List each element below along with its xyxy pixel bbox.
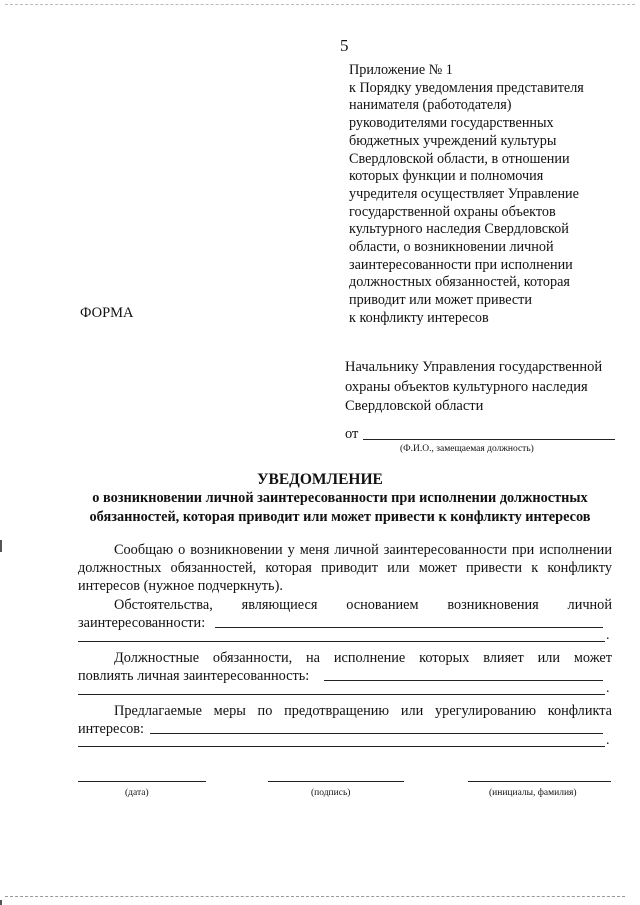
appendix-line: Свердловской области, в отношении xyxy=(349,150,570,167)
appendix-line: к конфликту интересов xyxy=(349,309,489,326)
date-input-line[interactable] xyxy=(78,781,206,782)
appendix-line: нанимателя (работодателя) xyxy=(349,97,512,114)
appendix-line: руководителями государственных xyxy=(349,115,554,132)
appendix-line: бюджетных учреждений культуры xyxy=(349,132,557,149)
period: . xyxy=(606,733,610,748)
appendix-line: приводит или может привести xyxy=(349,292,532,309)
appendix-line: культурного наследия Свердловской xyxy=(349,221,569,238)
scan-bottom-edge xyxy=(5,896,625,897)
circumstances-label: заинтересованности: xyxy=(78,615,206,631)
duties-input-line[interactable] xyxy=(324,680,603,681)
addressee-line: Свердловской области xyxy=(345,398,484,414)
paragraph-measures: Предлагаемые меры по предотвращению или урегулированию конфликта xyxy=(114,703,612,719)
appendix-line: области, о возникновении личной xyxy=(349,239,554,256)
signature-caption: (подпись) xyxy=(311,788,351,798)
appendix-line: к Порядку уведомления представителя xyxy=(349,79,584,96)
addressee-line: охраны объектов культурного наследия xyxy=(345,378,588,395)
document-subtitle: о возникновении личной заинтересованности при исполнении должностных обязанностей, которая приводит или может привести к конфликту интересов xyxy=(89,490,591,525)
appendix-line: Приложение № 1 xyxy=(349,62,453,78)
addressee-block xyxy=(345,358,635,417)
appendix-line: государственной охраны объектов xyxy=(349,203,556,220)
appendix-line: которых функции и полномочия xyxy=(349,168,544,185)
fio-caption: (Ф.И.О., замещаемая должность) xyxy=(400,444,534,454)
appendix-block xyxy=(349,62,631,328)
from-field[interactable] xyxy=(345,426,615,446)
circumstances-input-line[interactable] xyxy=(215,627,603,628)
name-caption: (инициалы, фамилия) xyxy=(489,788,577,798)
measures-input-line[interactable] xyxy=(150,733,603,734)
duties-label: повлиять личная заинтересованность: xyxy=(78,668,310,684)
measures-input-line-2[interactable] xyxy=(78,746,605,747)
paragraph-duties: Должностные обязанности, на исполнение которых влияет или может xyxy=(114,650,612,666)
duties-input-line-2[interactable] xyxy=(78,694,605,695)
from-label: от xyxy=(345,426,359,442)
circumstances-input-line-2[interactable] xyxy=(78,641,605,642)
appendix-line: заинтересованности при исполнении xyxy=(349,256,573,273)
addressee-line: Начальнику Управления государственной xyxy=(345,359,603,375)
measures-label: интересов: xyxy=(78,721,144,737)
page-number: 5 xyxy=(340,36,349,55)
period: . xyxy=(606,681,610,696)
appendix-line: должностных обязанностей, которая xyxy=(349,274,570,291)
document-title: УВЕДОМЛЕНИЕ xyxy=(257,471,383,488)
scan-margin-mark xyxy=(0,540,2,552)
name-input-line[interactable] xyxy=(468,781,611,782)
signature-input-line[interactable] xyxy=(268,781,404,782)
form-label: ФОРМА xyxy=(80,305,134,321)
paragraph-circumstances: Обстоятельства, являющиеся основанием возникновения личной xyxy=(114,597,612,613)
paragraph-report: Сообщаю о возникновении у меня личной заинтересованности при исполнении должностных обязанностей, которая приводит или может привести к конфликту интересов (нужное подчеркнуть). xyxy=(78,542,612,594)
scan-margin-mark xyxy=(0,900,2,905)
appendix-line: учредителя осуществляет Управление xyxy=(349,185,579,202)
period: . xyxy=(606,628,610,643)
from-input-line[interactable] xyxy=(363,439,615,440)
scan-top-edge xyxy=(5,4,635,5)
date-caption: (дата) xyxy=(125,788,149,798)
